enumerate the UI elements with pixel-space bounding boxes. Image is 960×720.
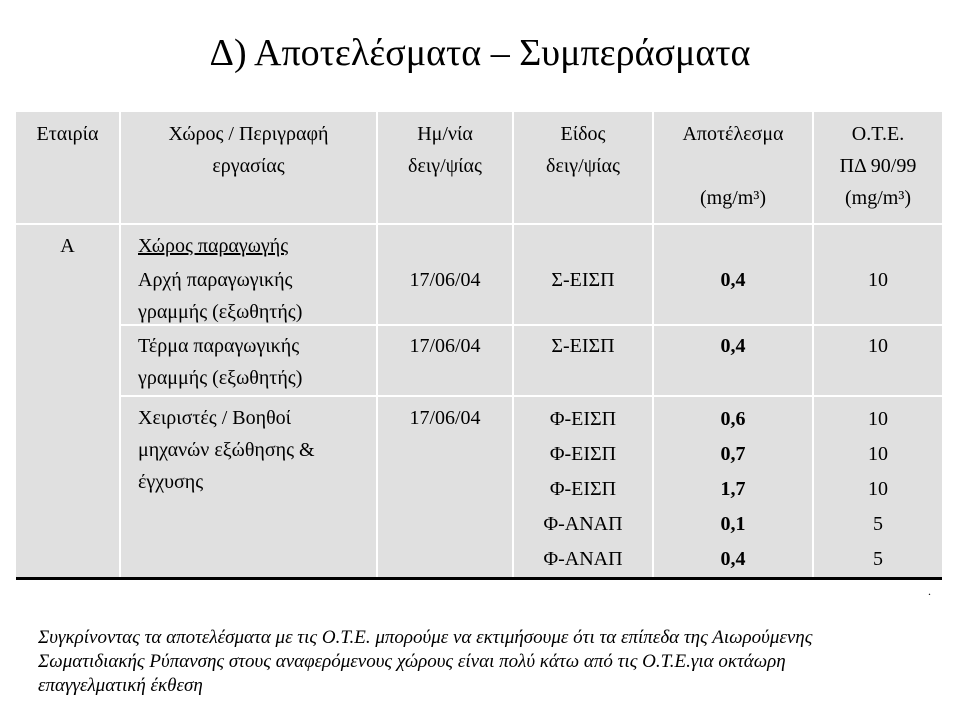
header-limit: Ο.Τ.Ε. ΠΔ 90/99 (mg/m³)	[839, 123, 917, 209]
header-space: Χώρος / Περιγραφή εργασίας	[168, 123, 329, 177]
limit-cell: 10 10 10 5 5	[868, 408, 888, 570]
type-cell: Φ-ΕΙΣΠ Φ-ΕΙΣΠ Φ-ΕΙΣΠ Φ-ΑΝΑΠ Φ-ΑΝΑΠ	[543, 408, 623, 570]
row-divider	[119, 395, 942, 397]
date-cell: 17/06/04	[409, 335, 481, 357]
type-cell: Σ-ΕΙΣΠ	[551, 269, 615, 291]
section-label: Χώρος παραγωγής	[138, 235, 289, 257]
date-cell: 17/06/04	[409, 269, 481, 291]
header-date: Ημ/νία δειγ/ψίας	[408, 123, 482, 177]
slide-title: Δ) Αποτελέσματα – Συμπεράσματα	[209, 32, 751, 74]
company-cell: Α	[60, 235, 75, 257]
date-cell: 17/06/04	[409, 407, 481, 429]
limit-cell: 10	[868, 269, 888, 291]
limit-cell: 10	[868, 335, 888, 357]
result-cell: 0,4	[720, 269, 746, 291]
results-table	[16, 112, 942, 580]
header-company: Εταιρία	[36, 123, 99, 145]
header-type: Είδος δειγ/ψίας	[546, 123, 620, 177]
place-cell: Αρχή παραγωγικής γραμμής (εξωθητής)	[138, 269, 303, 323]
result-cell: 0,6 0,7 1,7 0,1 0,4	[720, 408, 746, 570]
place-cell: Τέρμα παραγωγικής γραμμής (εξωθητής)	[138, 335, 303, 389]
conclusion-note: Συγκρίνοντας τα αποτελέσματα με τις Ο.Τ.Ε. μπορούμε να εκτιμήσουμε ότι τα επίπεδα της Αιωρούμενης Σωματιδιακής Ρύπανσης στους αναφερόμενους χώρους είναι πολύ κάτω από τις Ο.Τ.Ε.για οκτάωρη επαγγελματική έκθεση	[38, 627, 813, 696]
type-cell: Σ-ΕΙΣΠ	[551, 335, 615, 357]
result-cell: 0,4	[720, 335, 746, 357]
header-divider	[16, 223, 942, 225]
header-result: Αποτέλεσμα (mg/m³)	[682, 123, 784, 209]
stray-dot: .	[928, 584, 931, 598]
place-cell: Χειριστές / Βοηθοί μηχανών εξώθησης & έγχυσης	[138, 407, 315, 493]
